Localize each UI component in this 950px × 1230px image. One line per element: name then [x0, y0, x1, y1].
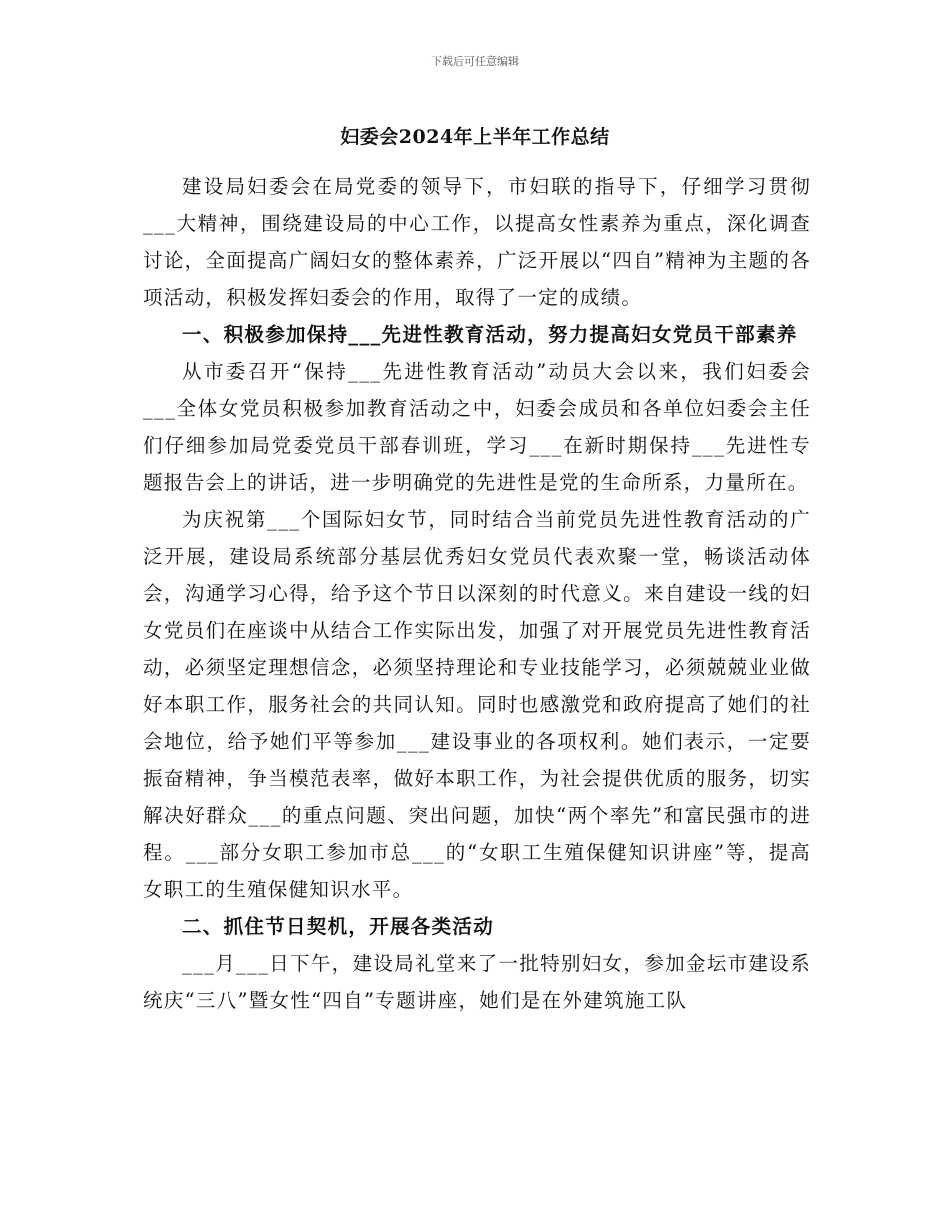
section-1-heading: 一、积极参加保持___先进性教育活动，努力提高妇女党员干部素养	[182, 323, 798, 346]
document-title: 妇委会2024年上半年工作总结	[340, 126, 610, 148]
section-2-paragraph-1: ___月___日下午，建设局礼堂来了一批特别妇女，参加金坛市建设系统庆“三八”暨女性“四自”专题讲座，她们是在外建筑施工队	[143, 952, 811, 1012]
section-2-heading: 二、抓住节日契机，开展各类活动	[182, 915, 495, 938]
intro-paragraph: 建设局妇委会在局党委的领导下，市妇联的指导下，仔细学习贯彻___大精神，围绕建设局的中心工作，以提高女性素养为重点，深化调查讨论，全面提高广阔妇女的整体素养，广泛开展以“四自”精神为主题的各项活动，积极发挥妇委会的作用，取得了一定的成绩。	[143, 175, 811, 309]
page-header-note: 下载后可任意编辑	[431, 55, 519, 68]
section-1-paragraph-2: 为庆祝第___个国际妇女节，同时结合当前党员先进性教育活动的广泛开展，建设局系统部分基层优秀妇女党员代表欢聚一堂，畅谈活动体会，沟通学习心得，给予这个节日以深刻的时代意义。来自建设一线的妇女党员们在座谈中从结合工作实际出发，加强了对开展党员先进性教育活动，必须坚定理想信念，必须坚持理论和专业技能学习，必须兢兢业业做好本职工作，服务社会的共同认知。同时也感激党和政府提高了她们的社会地位，给予她们平等参加___建设事业的各项权利。她们表示，一定要振奋精神，争当模范表率，做好本职工作，为社会提供优质的服务，切实解决好群众___的重点问题、突出问题，加快“两个率先”和富民强市的进程。___部分女职工参加市总___的“女职工生殖保健知识讲座”等，提高女职工的生殖保健知识水平。	[143, 508, 811, 901]
section-1-paragraph-1: 从市委召开“保持___先进性教育活动”动员大会以来，我们妇委会___全体女党员积极参加教育活动之中，妇委会成员和各单位妇委会主任们仔细参加局党委党员干部春训班，学习___在新时期保持___先进性专题报告会上的讲话，进一步明确党的先进性是党的生命所系，力量所在。	[143, 360, 811, 494]
document-body	[143, 168, 811, 1019]
